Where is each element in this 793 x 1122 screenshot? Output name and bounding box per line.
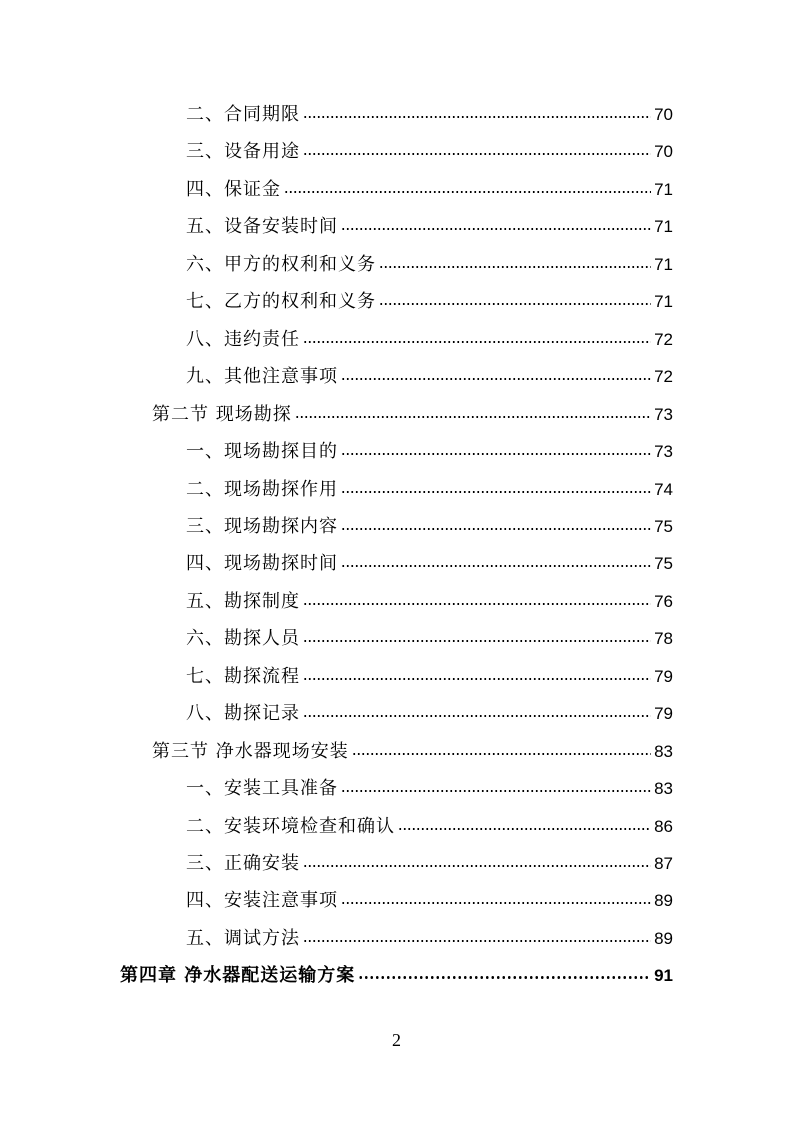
toc-subsection-entry[interactable] [186,287,673,324]
toc-dot-leader [303,603,651,605]
toc-subsection-entry[interactable] [186,587,673,624]
page-number-footer: 2 [392,1030,401,1050]
toc-subsection-entry[interactable] [186,437,673,474]
toc-dot-leader [303,116,651,118]
toc-entry-label: 二、合同期限 [186,104,300,125]
toc-entry-page-number: 76 [654,591,673,611]
toc-subsection-entry[interactable] [186,924,673,961]
toc-entry-page-number: 78 [654,629,673,649]
toc-entry-page-number: 70 [654,142,673,162]
toc-entry-page-number: 75 [654,516,673,536]
toc-dot-leader [352,753,651,755]
toc-entry-page-number: 71 [654,217,673,237]
toc-subsection-entry[interactable] [186,100,673,137]
toc-entry-label: 五、设备安装时间 [186,216,338,238]
toc-entry-page-number: 87 [654,854,673,873]
toc-subsection-entry[interactable] [186,512,673,549]
toc-entry-page-number: 71 [654,254,673,274]
toc-entry-page-number: 89 [654,891,673,911]
toc-subsection-entry[interactable] [186,475,673,512]
toc-entry-page-number: 73 [654,442,673,462]
toc-dot-leader [379,266,651,268]
toc-dot-leader [398,828,651,830]
toc-entry-label: 四、保证金 [186,178,281,200]
toc-subsection-entry[interactable] [186,175,673,212]
toc-entry-label: 三、正确安装 [186,853,300,874]
toc-entry-label: 七、勘探流程 [186,665,300,687]
toc-entry-page-number: 83 [654,779,673,799]
toc-entry-label: 八、违约责任 [186,328,300,350]
toc-entry-label: 二、安装环境检查和确认 [186,815,395,837]
toc-entry-label: 八、勘探记录 [186,703,300,725]
toc-entry-page-number: 83 [654,741,673,761]
toc-section-entry[interactable] [152,400,673,437]
toc-chapter-entry[interactable] [120,961,673,998]
toc-dot-leader [358,976,651,979]
toc-entry-page-number: 71 [654,179,673,199]
toc-dot-leader [379,303,651,305]
toc-entry-label: 七、乙方的权利和义务 [186,291,376,313]
toc-entry-page-number: 70 [654,105,673,124]
toc-dot-leader [341,491,651,493]
toc-dot-leader [303,865,651,867]
toc-entry-label: 一、现场勘探目的 [186,441,338,463]
toc-entry-label: 五、勘探制度 [186,590,300,612]
toc-entry-page-number: 79 [654,666,673,686]
toc-entry-label: 六、甲方的权利和义务 [186,253,376,275]
toc-subsection-entry[interactable] [186,325,673,362]
toc-entry-label: 第二节 现场勘探 [152,403,292,425]
toc-subsection-entry[interactable] [186,549,673,586]
toc-entry-label: 第三节 净水器现场安装 [152,740,349,762]
toc-dot-leader [303,341,651,343]
toc-subsection-entry[interactable] [186,250,673,287]
toc-entry-label: 九、其他注意事项 [186,366,338,388]
toc-dot-leader [303,940,651,942]
toc-entry-label: 四、现场勘探时间 [186,553,338,575]
toc-entry-label: 三、现场勘探内容 [186,515,338,537]
toc-entry-label: 第四章 净水器配送运输方案 [120,965,356,987]
toc-dot-leader [303,153,651,155]
toc-subsection-entry[interactable] [186,137,673,174]
toc-entry-page-number: 72 [654,367,673,387]
toc-subsection-entry[interactable] [186,812,673,849]
toc-dot-leader [284,191,651,193]
toc-entry-page-number: 79 [654,704,673,724]
toc-subsection-entry[interactable] [186,774,673,811]
toc-entry-page-number: 73 [654,404,673,424]
toc-dot-leader [295,416,651,418]
toc-entry-label: 二、现场勘探作用 [186,478,338,500]
toc-dot-leader [341,790,651,792]
toc-subsection-entry[interactable] [186,362,673,399]
toc-dot-leader [341,378,651,380]
toc-dot-leader [341,528,651,530]
toc-entry-label: 五、调试方法 [186,927,300,949]
toc-dot-leader [341,228,651,230]
toc-entry-label: 六、勘探人员 [186,628,300,650]
toc-dot-leader [341,565,651,567]
toc-dot-leader [303,640,651,642]
toc-entry-page-number: 72 [654,329,673,349]
toc-entry-page-number: 86 [654,816,673,836]
toc-dot-leader [303,678,651,680]
toc-subsection-entry[interactable] [186,662,673,699]
toc-entry-label: 一、安装工具准备 [186,778,338,800]
toc-subsection-entry[interactable] [186,212,673,249]
toc-entry-page-number: 75 [654,554,673,574]
toc-dot-leader [341,453,651,455]
toc-subsection-entry[interactable] [186,699,673,736]
toc-entry-page-number: 74 [654,479,673,499]
toc-subsection-entry[interactable] [186,849,673,886]
toc-dot-leader [303,715,651,717]
toc-subsection-entry[interactable] [186,624,673,661]
toc-subsection-entry[interactable] [186,886,673,923]
toc-entry-page-number: 89 [654,928,673,948]
toc-entry-page-number: 71 [654,292,673,312]
toc-entry-label: 三、设备用途 [186,141,300,163]
toc-entry-label: 四、安装注意事项 [186,890,338,912]
toc-section-entry[interactable] [152,737,673,774]
toc-entry-page-number: 91 [654,966,673,986]
toc-dot-leader [341,902,651,904]
